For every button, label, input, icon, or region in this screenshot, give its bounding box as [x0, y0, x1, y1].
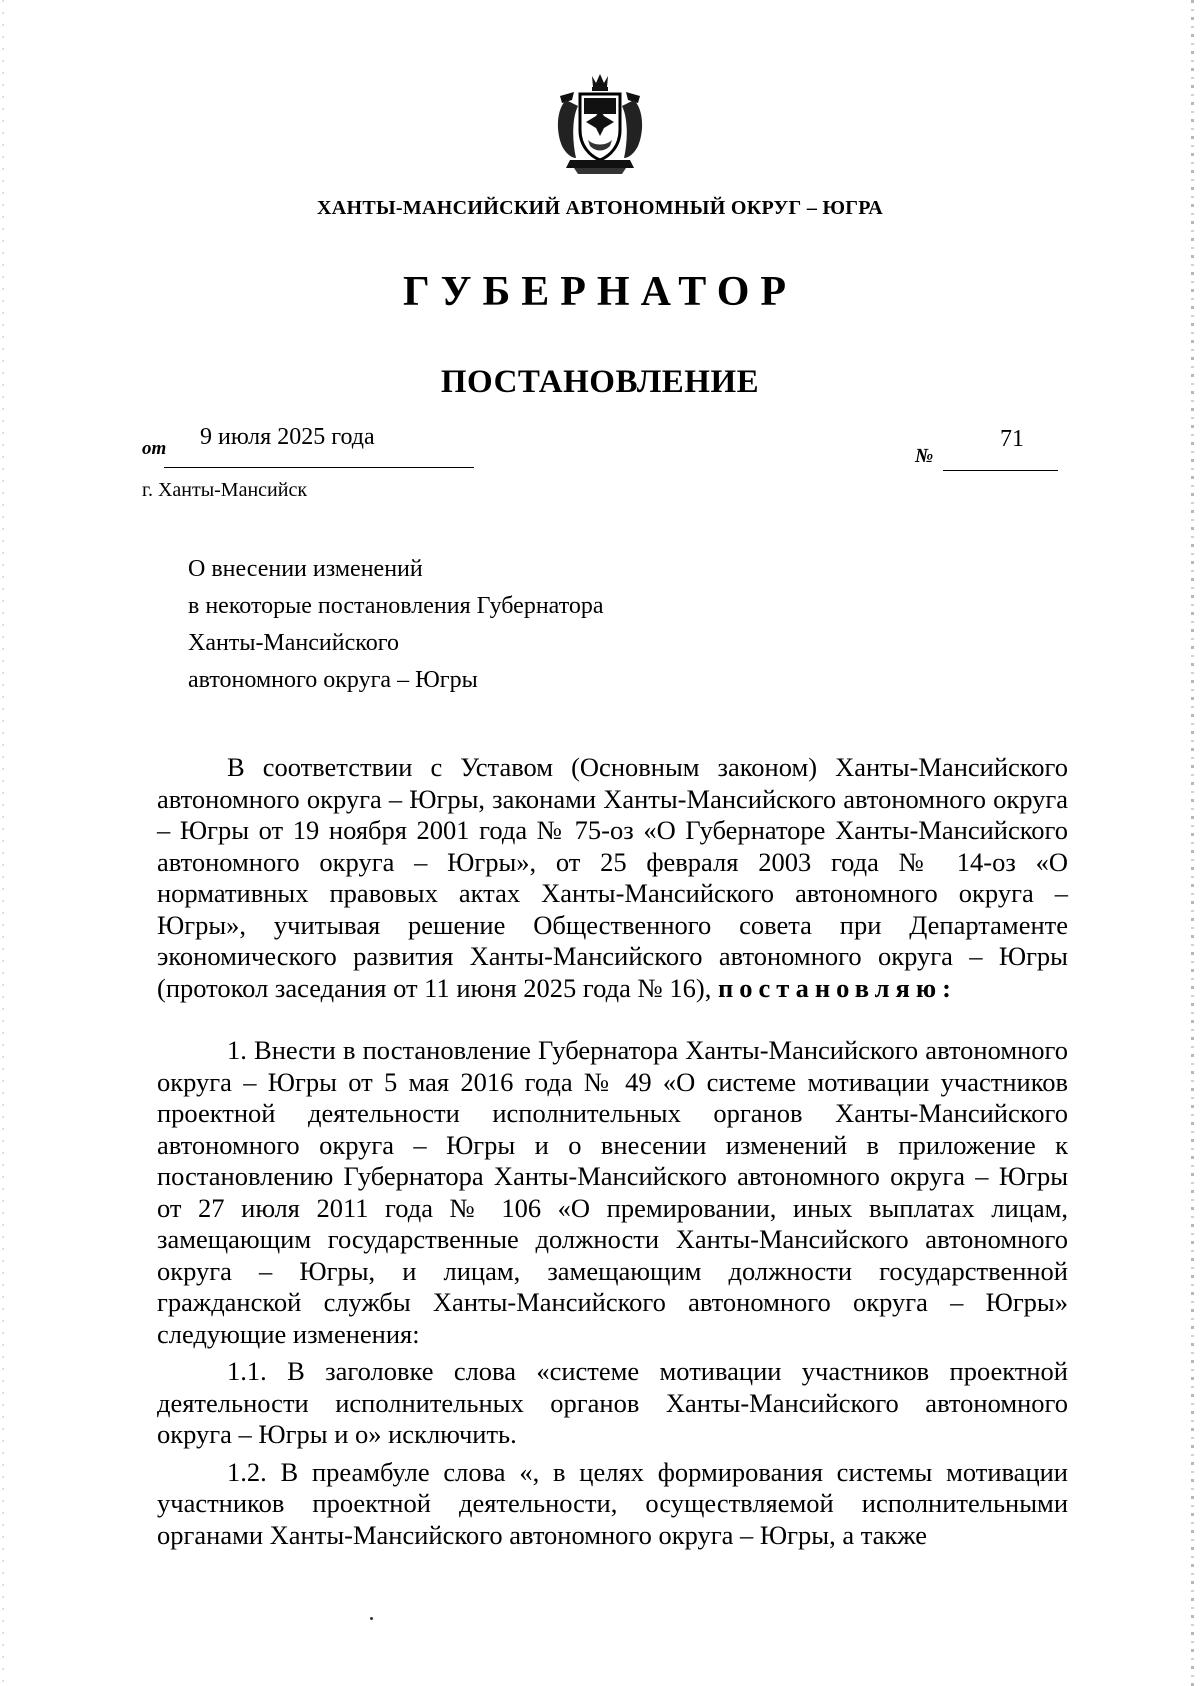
- item-1-2-paragraph: 1.2. В преамбуле слова «, в целях формирования системы мотивации участников проектной деятельности, осуществляемой исполнительными органами Ханты-Мансийского автономного округа – Югры, а также: [157, 1456, 1068, 1550]
- document-type: ПОСТАНОВЛЕНИЕ: [440, 364, 760, 400]
- decree-date: 9 июля 2025 года: [200, 424, 375, 450]
- preamble-paragraph: [157, 752, 1068, 1004]
- coat-of-arms-emblem: [552, 70, 648, 176]
- city-name: г. Ханты-Мансийск: [142, 479, 308, 501]
- resolve-colon: :: [942, 972, 951, 1003]
- preamble-text: В соответствии с Уставом (Основным законом) Ханты-Мансийского автономного округа – Югры, законами Ханты-Мансийского автономного округа – Югры от 19 ноября 2001 года № 75-оз «О Губернаторе Ханты-Мансийского автономного округа – Югры», от 25 февраля 2003 года № 14-оз «О нормативных правовых актах Ханты-Мансийского автономного округа – Югры», учитывая решение Общественного совета при Департаменте экономического развития Ханты-Мансийского автономного округа – Югры (протокол заседания от 11 июня 2025 года № 16),: [157, 752, 1068, 1003]
- governor-title: ГУБЕРНАТОР: [402, 269, 798, 315]
- subject-line: О внесении изменений: [188, 556, 423, 582]
- subject-line: Ханты-Мансийского: [188, 630, 399, 656]
- subject-line: в некоторые постановления Губернатора: [188, 593, 604, 619]
- number-label: №: [915, 445, 934, 467]
- scan-speck: [370, 1617, 373, 1620]
- decree-body: [157, 752, 1068, 1551]
- item-1-1-paragraph: 1.1. В заголовке слова «системе мотивации участников проектной деятельности исполнительных органов Ханты-Мансийского автономного округа – Югры и о» исключить.: [157, 1356, 1068, 1449]
- region-title: ХАНТЫ-МАНСИЙСКИЙ АВТОНОМНЫЙ ОКРУГ – ЮГРА: [317, 197, 883, 219]
- decree-number: 71: [1000, 426, 1024, 452]
- decree-subject: [188, 551, 604, 699]
- date-underline: [164, 467, 474, 468]
- scan-edge-right: [1191, 0, 1194, 1686]
- scan-edge-left: [2, 0, 4, 1686]
- item-1-paragraph: 1. Внести в постановление Губернатора Ханты-Мансийского автономного округа – Югры от 5 мая 2016 года № 49 «О системе мотивации участников проектной деятельности исполнительных органов Ханты-Мансийского автономного округа – Югры и о внесении изменений в приложение к постановлению Губернатора Ханты-Мансийского автономного округа – Югры от 27 июля 2011 года № 106 «О премировании, иных выплатах лицам, замещающим государственные должности Ханты-Мансийского автономного округа – Югры, и лицам, замещающим должности государственной гражданской службы Ханты-Мансийского автономного округа – Югры» следующие изменения:: [157, 1035, 1068, 1349]
- date-prefix-label: от: [142, 438, 167, 459]
- subject-line: автономного округа – Югры: [188, 667, 478, 693]
- resolve-word: постановляю: [717, 972, 943, 1003]
- number-underline: [943, 470, 1058, 471]
